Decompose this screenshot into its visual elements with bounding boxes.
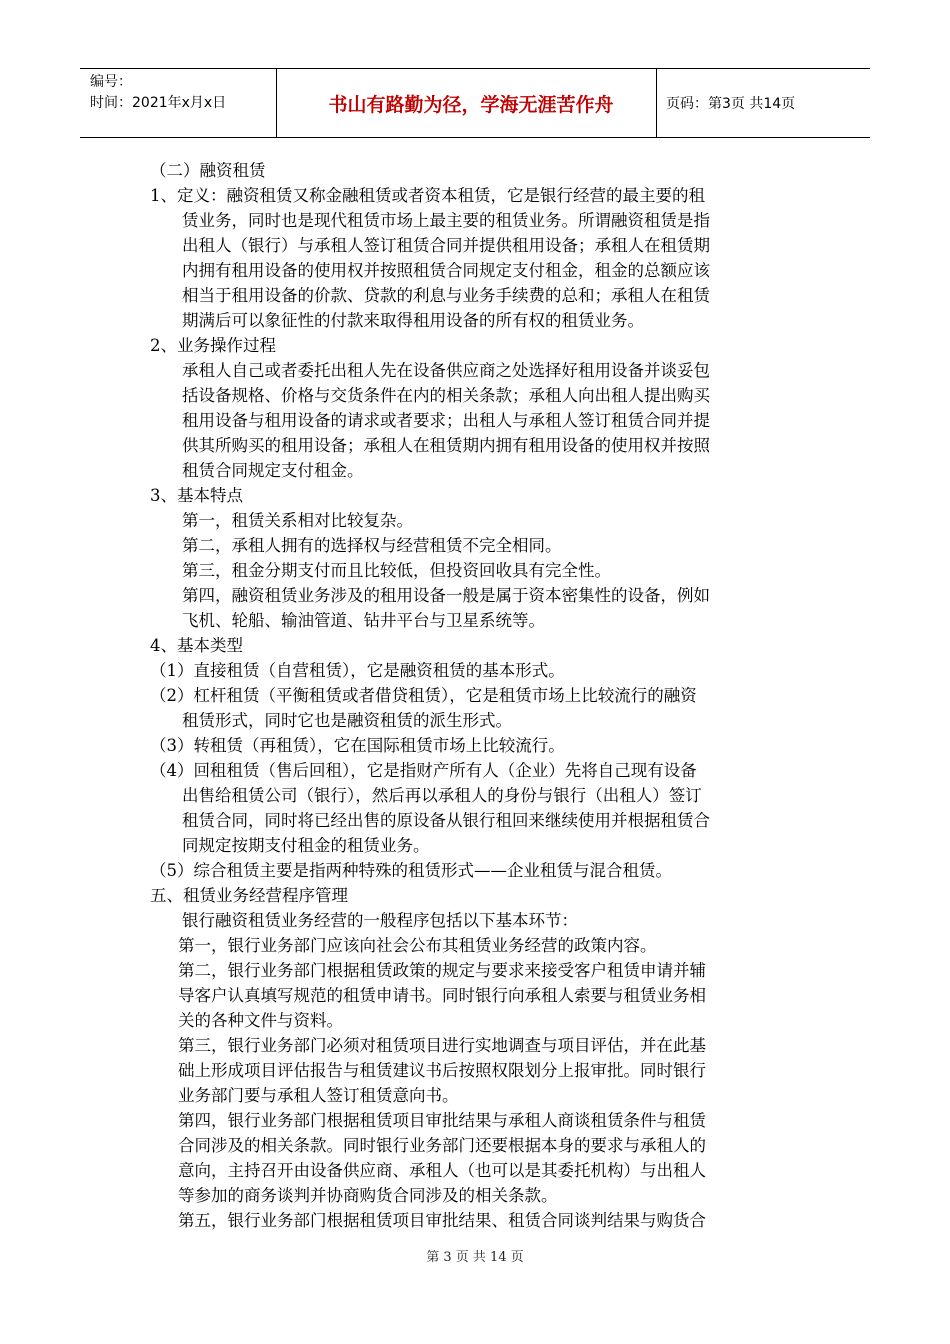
paragraph-line: 同规定按期支付租金的租赁业务。 <box>182 836 430 855</box>
paragraph-line: （2）杠杆租赁（平衡租赁或者借贷租赁），它是租赁市场上比较流行的融资 <box>150 686 697 705</box>
paragraph-line: 租用设备与租用设备的请求或者要求；出租人与承租人签订租赁合同并提 <box>182 411 710 430</box>
header-divider <box>276 69 277 137</box>
paragraph-line: 出租人（银行）与承租人签订租赁合同并提供租用设备；承租人在租赁期 <box>182 236 710 255</box>
paragraph-line: 相当于租用设备的价款、贷款的利息与业务手续费的总和；承租人在租赁 <box>182 286 710 305</box>
paragraph-line: 第三，银行业务部门必须对租赁项目进行实地调查与项目评估，并在此基 <box>178 1036 706 1055</box>
document-date-label: 时间：2021年x月x日 <box>90 95 227 111</box>
paragraph-line: 第四，融资租赁业务涉及的租用设备一般是属于资本密集性的设备，例如 <box>182 586 710 605</box>
paragraph-line: 承租人自己或者委托出租人先在设备供应商之处选择好租用设备并谈妥包 <box>182 361 710 380</box>
paragraph-line: 1、定义：融资租赁又称金融租赁或者资本租赁，它是银行经营的最主要的租 <box>150 186 705 205</box>
paragraph-line: 等参加的商务谈判并协商购货合同涉及的相关条款。 <box>178 1186 558 1205</box>
paragraph-line: （3）转租赁（再租赁），它在国际租赁市场上比较流行。 <box>150 736 565 755</box>
paragraph-line: 业务部门要与承租人签订租赁意向书。 <box>178 1086 459 1105</box>
paragraph-line: 合同涉及的相关条款。同时银行业务部门还要根据本身的要求与承租人的 <box>178 1136 706 1155</box>
section-heading: （二）融资租赁 <box>150 161 266 180</box>
section-heading: 五、租赁业务经营程序管理 <box>150 886 348 905</box>
subsection-heading: 3、基本特点 <box>150 486 243 505</box>
paragraph-line: 期满后可以象征性的付款来取得租用设备的所有权的租赁业务。 <box>182 311 644 330</box>
paragraph-line: （1）直接租赁（自营租赁），它是融资租赁的基本形式。 <box>150 661 565 680</box>
paragraph-line: 第三，租金分期支付而且比较低，但投资回收具有完全性。 <box>182 561 611 580</box>
document-number-label: 编号： <box>90 74 132 90</box>
paragraph-line: （5）综合租赁主要是指两种特殊的租赁形式——企业租赁与混合租赁。 <box>150 861 672 880</box>
paragraph-line: 础上形成项目评估报告与租赁建议书后按照权限划分上报审批。同时银行 <box>178 1061 706 1080</box>
paragraph-line: 租赁合同规定支付租金。 <box>182 461 364 480</box>
subsection-heading: 2、业务操作过程 <box>150 336 276 355</box>
paragraph-line: 租赁合同，同时将已经出售的原设备从银行租回来继续使用并根据租赁合 <box>182 811 710 830</box>
paragraph-line: 导客户认真填写规范的租赁申请书。同时银行向承租人索要与租赁业务相 <box>178 986 706 1005</box>
page-header <box>80 68 870 138</box>
paragraph-line: 第一，租赁关系相对比较复杂。 <box>182 511 413 530</box>
page-footer: 第 3 页 共 14 页 <box>426 1250 524 1265</box>
header-page-number: 页码：第3页 共14页 <box>666 96 796 112</box>
header-meta <box>90 72 226 114</box>
paragraph-line: 飞机、轮船、输油管道、钻井平台与卫星系统等。 <box>182 611 545 630</box>
paragraph-line: 第二，银行业务部门根据租赁政策的规定与要求来接受客户租赁申请并辅 <box>178 961 706 980</box>
paragraph-line: 第一，银行业务部门应该向社会公布其租赁业务经营的政策内容。 <box>178 936 657 955</box>
paragraph-line: 供其所购买的租用设备；承租人在租赁期内拥有租用设备的使用权并按照 <box>182 436 710 455</box>
paragraph-line: 出售给租赁公司（银行），然后再以承租人的身份与银行（出租人）签订 <box>182 786 702 805</box>
paragraph-line: 租赁形式，同时它也是融资租赁的派生形式。 <box>182 711 512 730</box>
paragraph-line: 赁业务，同时也是现代租赁市场上最主要的租赁业务。所谓融资租赁是指 <box>182 211 710 230</box>
paragraph-line: 第四，银行业务部门根据租赁项目审批结果与承租人商谈租赁条件与租赁 <box>178 1111 706 1130</box>
header-divider <box>656 69 657 137</box>
header-motto: 书山有路勤为径，学海无涯苦作舟 <box>328 94 614 116</box>
paragraph-line: 第二，承租人拥有的选择权与经营租赁不完全相同。 <box>182 536 562 555</box>
paragraph-line: 第五，银行业务部门根据租赁项目审批结果、租赁合同谈判结果与购货合 <box>178 1211 706 1230</box>
paragraph-line: 意向，主持召开由设备供应商、承租人（也可以是其委托机构）与出租人 <box>178 1161 706 1180</box>
paragraph-line: 括设备规格、价格与交货条件在内的相关条款；承租人向出租人提出购买 <box>182 386 710 405</box>
subsection-heading: 4、基本类型 <box>150 636 243 655</box>
paragraph-line: 银行融资租赁业务经营的一般程序包括以下基本环节： <box>182 911 578 930</box>
paragraph-line: （4）回租租赁（售后回租），它是指财产所有人（企业）先将自己现有设备 <box>150 761 697 780</box>
paragraph-line: 内拥有租用设备的使用权并按照租赁合同规定支付租金，租金的总额应该 <box>182 261 710 280</box>
paragraph-line: 关的各种文件与资料。 <box>178 1011 343 1030</box>
